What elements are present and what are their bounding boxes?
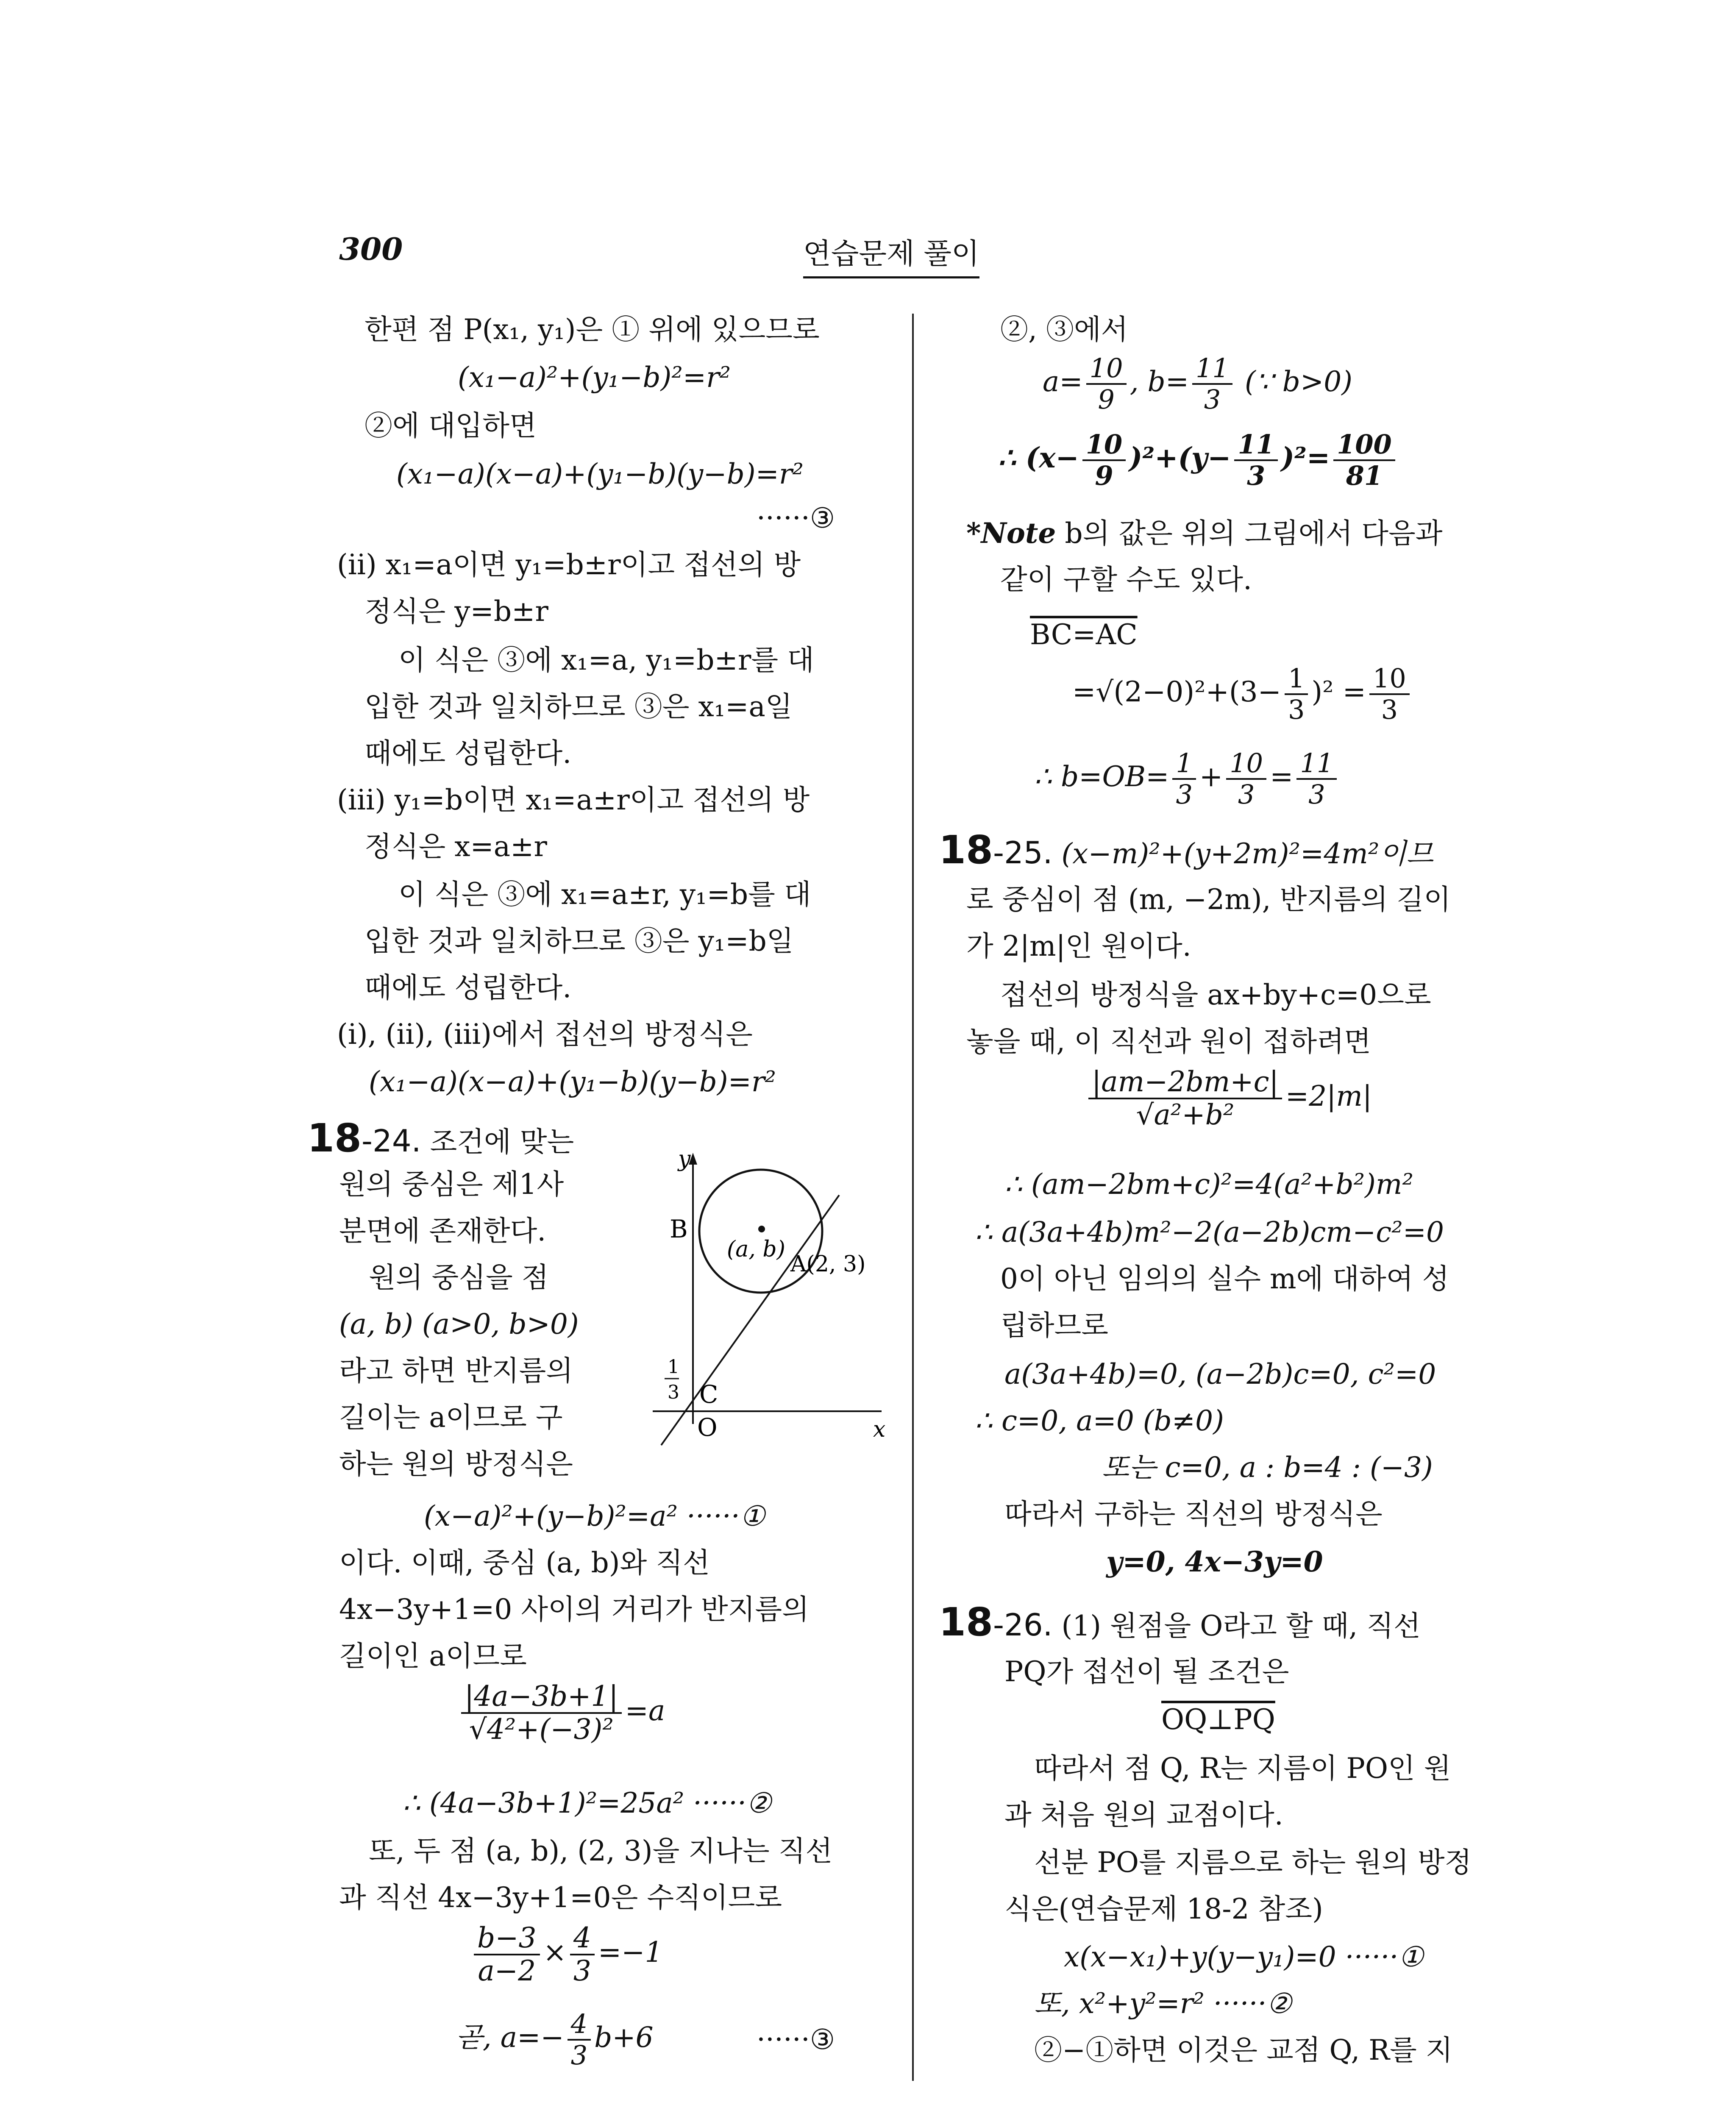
problem-18-24-heading <box>307 1115 574 1161</box>
equation-line: ∴ a(3a+4b)m²−2(a−2b)cm−c²=0 <box>975 1216 1444 1249</box>
fraction <box>474 1924 540 1985</box>
text-line: (iii) y₁=b이면 x₁=a±r이고 접선의 방 <box>337 784 810 816</box>
text-line: 식은(연습문제 18-2 참조) <box>1004 1893 1323 1925</box>
text-line: 로 중심이 점 (m, −2m), 반지름의 길이 <box>966 883 1451 916</box>
numerator: 10 <box>1082 431 1126 461</box>
equation-part: b+6 <box>594 2021 654 2054</box>
text-line: (i), (ii), (iii)에서 접선의 방정식은 <box>337 1018 753 1051</box>
text-line: 선분 PO를 지름으로 하는 원의 방정 <box>1034 1846 1472 1879</box>
equation-tag: ······③ <box>757 502 835 534</box>
denominator: a−2 <box>478 1955 536 1987</box>
slope-equation <box>470 1924 662 1985</box>
numerator: 11 <box>1192 355 1232 385</box>
text-line: 한편 점 P(x₁, y₁)은 ① 위에 있으므로 <box>364 313 820 346</box>
text-line: 때에도 성립한다. <box>364 971 572 1004</box>
text-line: 접선의 방정식을 ax+by+c=0으로 <box>1000 979 1431 1011</box>
numerator: 10 <box>1226 750 1266 780</box>
text-line: (ii) x₁=a이면 y₁=b±r이고 접선의 방 <box>337 548 801 581</box>
problem-subnumber: -25. <box>993 835 1053 870</box>
denominator: 81 <box>1346 460 1383 491</box>
denominator: √a²+b² <box>1136 1098 1235 1131</box>
fraction <box>1296 750 1337 808</box>
equation-line: a(3a+4b)=0, (a−2b)c=0, c²=0 <box>1004 1358 1436 1390</box>
denominator: 3 <box>1204 384 1221 415</box>
denominator: 3 <box>1176 779 1193 810</box>
fraction <box>1192 355 1232 413</box>
equation-part: + <box>1199 760 1223 793</box>
column-divider <box>912 314 914 2081</box>
text-line: 0이 아닌 임의의 실수 m에 대하여 성 <box>1000 1263 1449 1295</box>
fraction <box>1082 431 1126 489</box>
denominator: 3 <box>1238 779 1255 810</box>
numerator: 100 <box>1333 431 1395 461</box>
fraction <box>1088 1065 1282 1131</box>
equation-rhs: =−1 <box>598 1936 663 1969</box>
equation-line: (x₁−a)(x−a)+(y₁−b)(y−b)=r² <box>369 1065 776 1098</box>
numerator: 10 <box>1086 355 1127 385</box>
fraction <box>570 1924 595 1985</box>
equation-part: ∴ (x− <box>998 441 1079 474</box>
fraction <box>1172 750 1196 808</box>
text-line: 립하므로 <box>1000 1309 1109 1342</box>
times-sign: × <box>543 1936 567 1969</box>
text-line: 라고 하면 반지름의 <box>339 1354 573 1387</box>
center-label: (a, b) <box>727 1237 785 1262</box>
equation-line: (x₁−a)(x−a)+(y₁−b)(y−b)=r² <box>396 458 804 490</box>
point-c-label: C <box>699 1380 718 1409</box>
text-line: 따라서 구하는 직선의 방정식은 <box>1004 1498 1383 1530</box>
fraction <box>1285 665 1308 723</box>
text-line: 또, 두 점 (a, b), (2, 3)을 지나는 직선 <box>369 1835 833 1867</box>
numerator: 11 <box>1234 431 1277 461</box>
equation-part: =√(2−0)²+(3− <box>1072 676 1281 708</box>
distance-equation <box>458 1682 665 1744</box>
equation-part: a= <box>1043 365 1083 398</box>
equation-line: 또는 c=0, a : b=4 : (−3) <box>1102 1451 1433 1484</box>
problem-subnumber: -26. <box>993 1607 1053 1643</box>
text-line: 원의 중심을 점 <box>369 1261 549 1294</box>
denominator: √4²+(−3)² <box>469 1713 614 1746</box>
text-line: (1) 원점을 O라고 할 때, 직선 <box>1061 1610 1421 1642</box>
result-equation <box>456 2008 654 2071</box>
text-line: 조건에 맞는 <box>430 1126 574 1158</box>
tangent-condition-equation <box>1085 1065 1372 1131</box>
denominator: 9 <box>1095 460 1113 491</box>
text-line: 원의 중심은 제1사 <box>339 1168 564 1201</box>
equation-line: ∴ (am−2bm+c)²=4(a²+b²)m² <box>1004 1168 1413 1201</box>
fraction <box>1369 665 1410 723</box>
intercept-numerator: 1 <box>668 1356 679 1378</box>
numerator: b−3 <box>474 1924 540 1955</box>
numerator: 1 <box>1285 665 1308 695</box>
numerator: |am−2bm+c| <box>1088 1068 1282 1099</box>
numerator: 11 <box>1296 750 1337 780</box>
text-line: 과 처음 원의 교점이다. <box>1004 1799 1283 1831</box>
equation-part: , b= <box>1130 365 1189 398</box>
text-line: 길이는 a이므로 구 <box>339 1401 563 1434</box>
note-line <box>966 519 1443 548</box>
point-b-label: B <box>670 1215 688 1243</box>
text-line: 입한 것과 일치하므로 ③은 x₁=a일 <box>364 690 793 723</box>
intercept-denominator: 3 <box>668 1382 679 1403</box>
denominator: 3 <box>573 1955 591 1987</box>
denominator: 9 <box>1098 384 1115 415</box>
note-label: *Note <box>966 517 1056 550</box>
text-line: 하는 원의 방정식은 <box>339 1448 573 1480</box>
text-line: 정식은 x=a±r <box>364 830 547 863</box>
numerator: 4 <box>568 2011 591 2041</box>
equation-part: = <box>1270 760 1294 793</box>
text-line: 가 2|m|인 원이다. <box>966 930 1191 962</box>
text-line: ②−①하면 이것은 교점 Q, R를 지 <box>1034 2034 1453 2066</box>
equation-line: OQ⊥PQ <box>1161 1703 1275 1736</box>
answer-equation: y=0, 4x−3y=0 <box>1106 1545 1323 1578</box>
b-value-equation <box>1034 750 1340 808</box>
equation-part: )² = <box>1311 676 1366 708</box>
equation-line: x(x−x₁)+y(y−y₁)=0 ······① <box>1064 1941 1424 1973</box>
equation-part: )²= <box>1281 441 1330 474</box>
numerator: 10 <box>1369 665 1410 695</box>
equation-line: ∴ c=0, a=0 (b≠0) <box>975 1404 1224 1437</box>
text-line: 길이인 a이므로 <box>339 1640 527 1672</box>
numerator: |4a−3b+1| <box>461 1682 622 1714</box>
text-line: 따라서 점 Q, R는 지름이 PO인 원 <box>1034 1752 1451 1785</box>
equation-rhs: =a <box>625 1694 665 1727</box>
text-line: 4x−3y+1=0 사이의 거리가 반지름의 <box>339 1593 809 1626</box>
equation-rhs: =2|m| <box>1285 1080 1372 1112</box>
fraction <box>461 1682 622 1744</box>
text-line: ②에 대입하면 <box>364 409 537 442</box>
problem-number: 18 <box>939 827 993 873</box>
equation-line: ∴ (4a−3b+1)²=25a² ······② <box>403 1787 772 1819</box>
problem-18-26-heading <box>939 1599 1421 1645</box>
result-equation <box>1043 355 1352 413</box>
denominator: 3 <box>1308 779 1325 810</box>
equation-line: BC=AC <box>1030 618 1138 651</box>
circle-equation-answer <box>998 431 1399 489</box>
text-line: 이다. 이때, 중심 (a, b)와 직선 <box>339 1546 710 1579</box>
fraction <box>1234 431 1277 489</box>
numerator: 4 <box>570 1924 595 1955</box>
text-line: 분면에 존재한다. <box>339 1215 546 1247</box>
center-point <box>758 1226 765 1232</box>
fraction <box>1086 355 1127 413</box>
tangent-line <box>661 1195 839 1445</box>
fraction <box>1333 431 1395 489</box>
page-number: 300 <box>339 231 403 267</box>
numerator: 1 <box>1172 750 1196 780</box>
denominator: 3 <box>1247 460 1266 491</box>
y-axis-label: y <box>678 1148 691 1172</box>
equation-tag: ······③ <box>757 2023 835 2056</box>
text-line: PQ가 접선이 될 조건은 <box>1004 1655 1289 1688</box>
denominator: 3 <box>1381 694 1398 725</box>
equation-part: (∵ b>0) <box>1235 365 1352 398</box>
problem-number: 18 <box>939 1599 993 1645</box>
equation-part: 곧, a=− <box>456 2021 564 2054</box>
text-line: 이 식은 ③에 x₁=a±r, y₁=b를 대 <box>398 878 811 911</box>
problem-number: 18 <box>307 1115 362 1161</box>
text-line: 놓을 때, 이 직선과 원이 접하려면 <box>966 1025 1371 1058</box>
text-line: (x−m)²+(y+2m)²=4m²이므 <box>1061 837 1433 870</box>
problem-subnumber: -24. <box>362 1123 421 1159</box>
equation-part: )²+(y− <box>1129 441 1231 474</box>
text-line: 정식은 y=b±r <box>364 595 548 628</box>
origin-label: O <box>697 1413 718 1442</box>
text-line: 같이 구할 수도 있다. <box>1000 563 1252 596</box>
text-line: 과 직선 4x−3y+1=0은 수직이므로 <box>339 1881 782 1914</box>
running-head-title: 연습문제 풀이 <box>803 231 979 278</box>
text-line: 때에도 성립한다. <box>364 737 572 770</box>
denominator: 3 <box>1288 694 1305 725</box>
text-line: 이 식은 ③에 x₁=a, y₁=b±r를 대 <box>398 644 814 676</box>
text-line: 입한 것과 일치하므로 ③은 y₁=b일 <box>364 925 794 957</box>
equation-line: 또, x²+y²=r² ······② <box>1034 1987 1292 2020</box>
fraction <box>1226 750 1266 808</box>
point-a-label: A(2, 3) <box>790 1251 866 1277</box>
distance-calculation <box>1072 665 1413 723</box>
text-line: (a, b) (a>0, b>0) <box>339 1308 579 1340</box>
denominator: 3 <box>570 2040 588 2071</box>
equation-line: (x₁−a)²+(y₁−b)²=r² <box>458 361 731 394</box>
equation-part: ∴ b=OB= <box>1034 760 1169 793</box>
text-line: b의 값은 위의 그림에서 다음과 <box>1065 517 1443 550</box>
text-line: ②, ③에서 <box>1000 313 1128 346</box>
equation-line: (x−a)²+(y−b)²=a² ······① <box>424 1500 765 1532</box>
problem-18-25-heading <box>939 827 1433 873</box>
fraction <box>568 2008 591 2071</box>
tangent-circle-figure <box>644 1148 907 1454</box>
x-axis-label: x <box>873 1417 886 1442</box>
